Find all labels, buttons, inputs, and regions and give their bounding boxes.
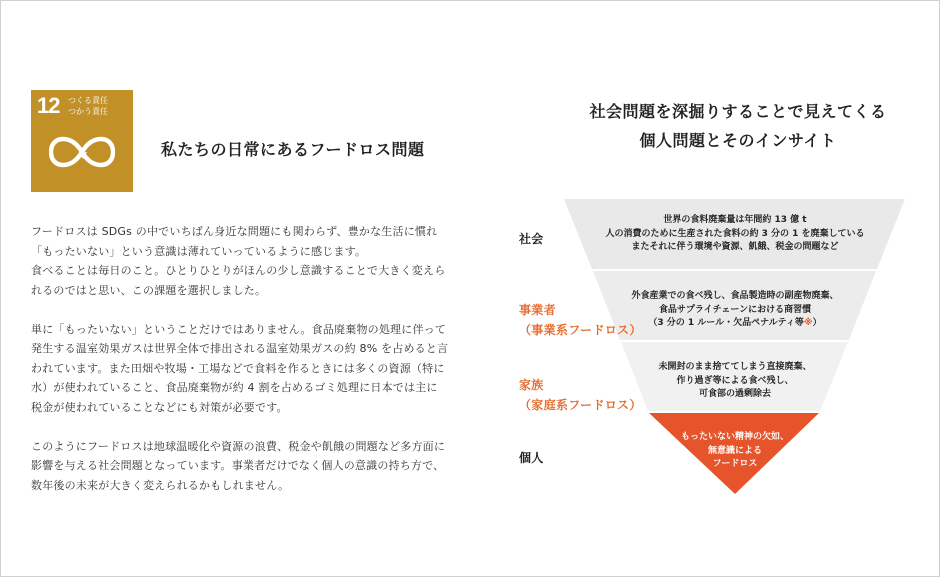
level-label-line: 事業者: [519, 303, 556, 317]
text-line: 単に「もったいない」ということだけではありません。食品廃棄物の処理に伴って: [31, 322, 447, 336]
level-desc-society: [565, 214, 905, 255]
level-label-line: 社会: [519, 232, 544, 246]
right-heading-line-1: 社会問題を深掘りすることで見えてくる: [589, 102, 887, 121]
text-line: このようにフードロスは地球温暖化や資源の浪費、税金や飢餓の問題など多方面に: [31, 439, 446, 453]
text-line: 影響を与える社会問題となっています。事業者だけでなく個人の意識の持ち方で、: [31, 459, 445, 472]
desc-line: 無意識による: [707, 445, 762, 456]
desc-line: 外食産業での食べ残し、食品製造時の副産物廃棄、: [631, 291, 839, 301]
level-label-society: [519, 229, 544, 249]
desc-line: 可食部の過剰除去: [698, 389, 771, 399]
text-line: れるのではと思い、この課題を選択しました。: [31, 283, 267, 297]
desc-line: 食品サプライチェーンにおける商習慣: [658, 304, 812, 315]
right-heading-line-2: 個人問題とそのインサイト: [639, 131, 837, 150]
level-desc-individual: [660, 431, 810, 472]
level-desc-family: [621, 361, 849, 402]
text-line: 水）が使われていること、食品廃棄物が約 4 割を占めるゴミ処理に日本では主に: [31, 381, 438, 394]
note-mark: ※: [803, 318, 813, 328]
desc-line: もったいない精神の欠如、: [680, 432, 789, 442]
text-line: 食べることは毎日のこと。ひとりひとりがほんの少し意識することで大きく変えら: [31, 264, 446, 277]
desc-line: [593, 317, 877, 331]
left-heading: 私たちの日常にあるフードロス問題: [161, 140, 425, 159]
level-label-line: （事業系フードロス）: [519, 323, 642, 337]
sdg-number: 12: [37, 93, 60, 118]
desc-line: 作り過ぎ等による食べ残し、: [676, 375, 794, 386]
sdg-goal-line-2: つかう責任: [68, 107, 108, 116]
desc-line: 世界の食料廃棄量は年間約 13 億 t: [663, 215, 807, 225]
desc-line: またそれに伴う環境や資源、飢餓、税金の問題など: [631, 242, 839, 252]
sdg-goal-line-1: つくる責任: [68, 96, 108, 105]
desc-line: 人の消費のために生産された食料の約 3 分の 1 を廃棄している: [605, 228, 865, 239]
level-label-line: 家族: [519, 378, 544, 392]
text-line: 「もったいない」という意識は薄れていっているように感じます。: [31, 244, 367, 258]
level-label-individual: [519, 448, 544, 468]
level-label-line: 個人: [519, 451, 544, 465]
text-line: 発生する温室効果ガスは世界全体で排出される温室効果ガスの約 8% を占めると言: [31, 342, 449, 355]
text-line: 税金が使われていることなどにも対策が必要です。: [31, 400, 288, 414]
text-line: フードロスは SDGs の中でいちばん身近な問題にも関わらず、豊かな生活に慣れ: [31, 225, 438, 238]
desc-line: 未開封のまま捨ててしまう直接廃棄、: [658, 362, 812, 372]
level-desc-business: [593, 290, 877, 331]
desc-text-tail: ）: [812, 318, 822, 328]
desc-text: （3 分の 1 ルール・欠品ペナルティ等: [648, 318, 804, 328]
text-line: 数年後の未来が大きく変えられるかもしれません。: [31, 478, 290, 492]
text-line: われています。また田畑や牧場・工場などで食料を作るときには多くの資源（特に: [31, 361, 445, 375]
level-label-line: （家庭系フードロス）: [519, 398, 642, 412]
desc-line: フードロス: [712, 459, 758, 469]
